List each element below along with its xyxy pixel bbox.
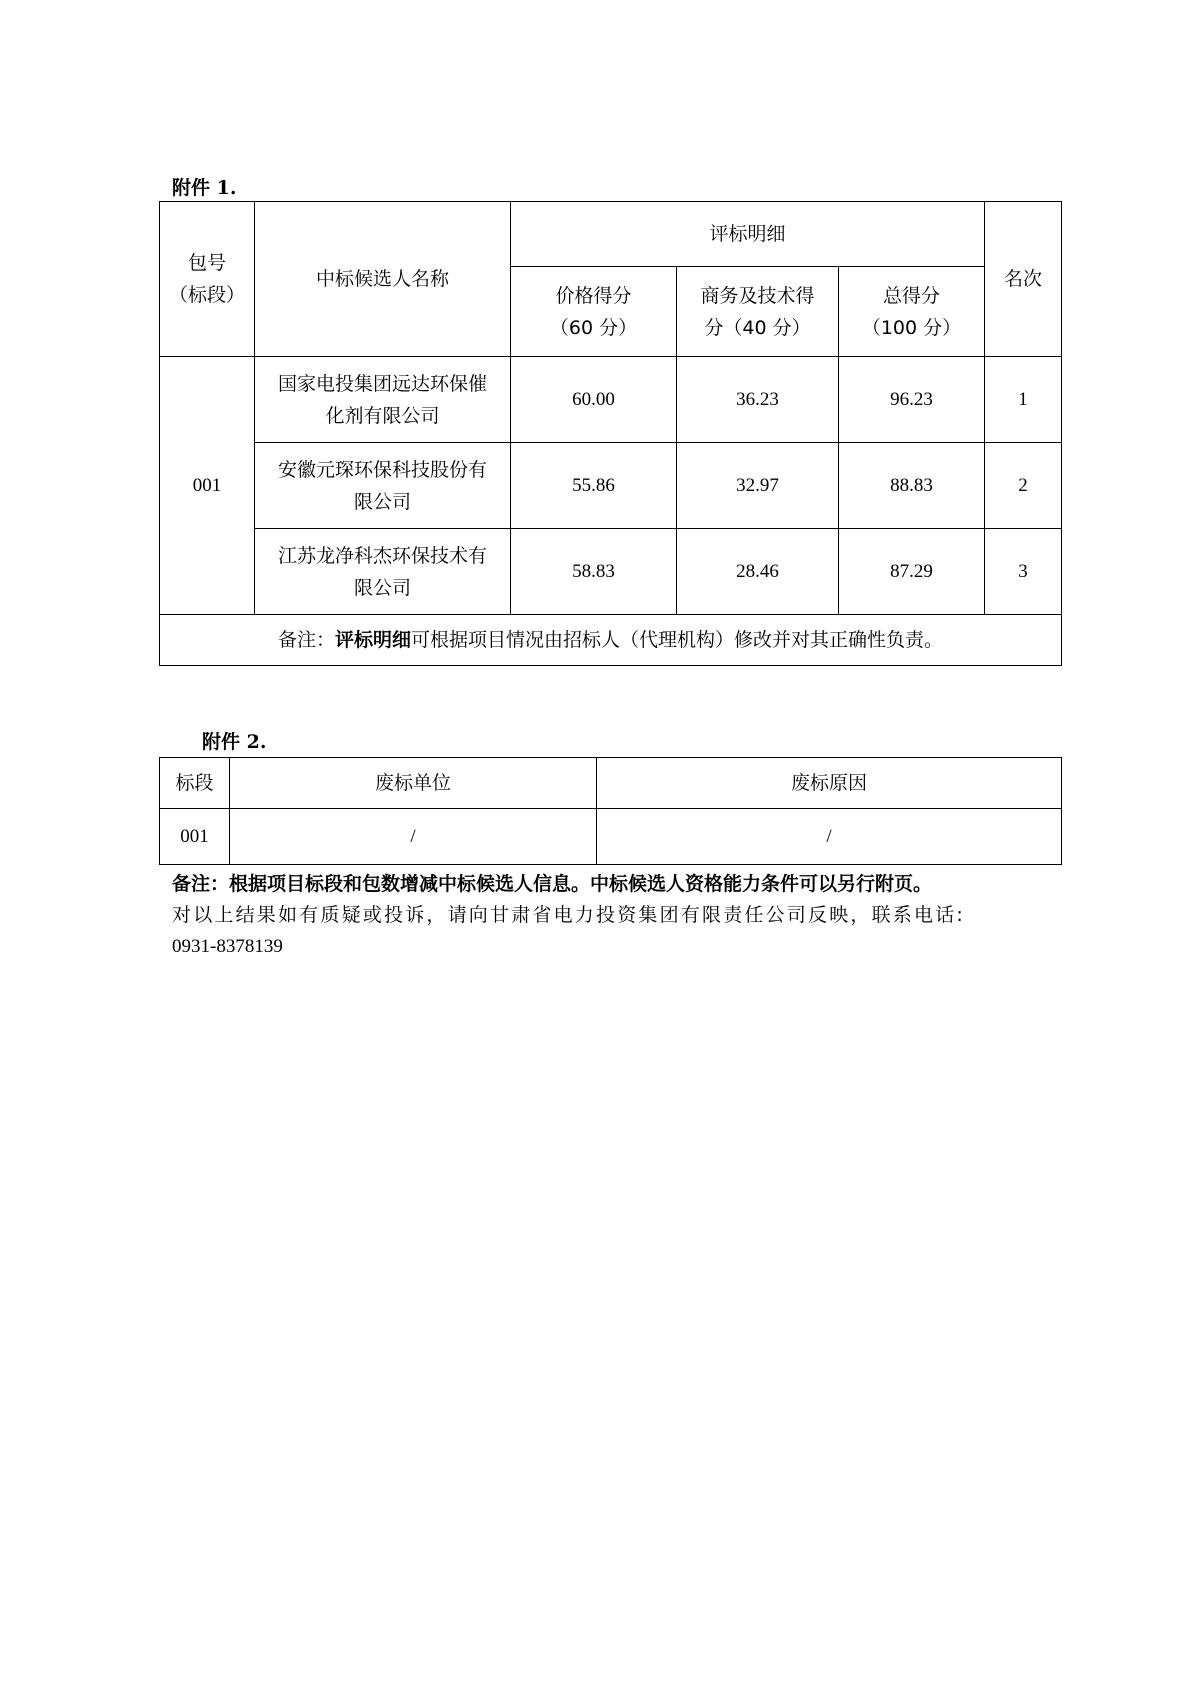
note-prefix: 备注： xyxy=(277,629,335,651)
price-score: 58.83 xyxy=(511,529,677,615)
header-detail: 评标明细 xyxy=(511,202,985,267)
table-note xyxy=(160,615,1062,666)
table-row xyxy=(160,809,1062,865)
header-business: 商务及技术得 分（40 分） xyxy=(677,267,839,357)
attachment-1-heading: 附件 1. xyxy=(172,177,237,199)
rank: 3 xyxy=(985,529,1062,615)
candidate-name: 国家电投集团远达环保催 化剂有限公司 xyxy=(255,357,511,443)
total-score: 96.23 xyxy=(839,357,985,443)
price-score: 55.86 xyxy=(511,443,677,529)
disqualified-table xyxy=(159,757,1062,865)
candidate-name: 江苏龙净科杰环保技术有 限公司 xyxy=(255,529,511,615)
note-bold: 评标明细 xyxy=(334,629,411,651)
table-row xyxy=(160,529,1062,615)
business-score: 28.46 xyxy=(677,529,839,615)
remark-text: 备注：根据项目标段和包数增减中标候选人信息。中标候选人资格能力条件可以另行附页。 xyxy=(172,873,933,895)
header-candidate: 中标候选人名称 xyxy=(255,202,511,357)
disqualified-reason: / xyxy=(597,809,1062,865)
header-reason: 废标原因 xyxy=(597,758,1062,809)
note-suffix: 可根据项目情况由招标人（代理机构）修改并对其正确性负责。 xyxy=(411,629,944,651)
total-score: 88.83 xyxy=(839,443,985,529)
phone-number: 0931-8378139 xyxy=(172,936,283,957)
total-score: 87.29 xyxy=(839,529,985,615)
disqualified-unit: / xyxy=(230,809,597,865)
table-row xyxy=(160,357,1062,443)
table-row xyxy=(160,443,1062,529)
header-section: 标段 xyxy=(160,758,230,809)
header-unit: 废标单位 xyxy=(230,758,597,809)
header-price: 价格得分 （60 分） xyxy=(511,267,677,357)
contact-text: 对以上结果如有质疑或投诉，请向甘肃省电力投资集团有限责任公司反映，联系电话: xyxy=(172,904,966,926)
header-rank: 名次 xyxy=(985,202,1062,357)
header-total: 总得分 （100 分） xyxy=(839,267,985,357)
rank: 2 xyxy=(985,443,1062,529)
section-number: 001 xyxy=(160,809,230,865)
attachment-2-heading: 附件 2. xyxy=(202,731,267,753)
price-score: 60.00 xyxy=(511,357,677,443)
evaluation-table xyxy=(159,201,1062,666)
business-score: 32.97 xyxy=(677,443,839,529)
header-package: 包号 （标段） xyxy=(160,202,255,357)
business-score: 36.23 xyxy=(677,357,839,443)
rank: 1 xyxy=(985,357,1062,443)
package-number: 001 xyxy=(160,357,255,615)
candidate-name: 安徽元琛环保科技股份有 限公司 xyxy=(255,443,511,529)
